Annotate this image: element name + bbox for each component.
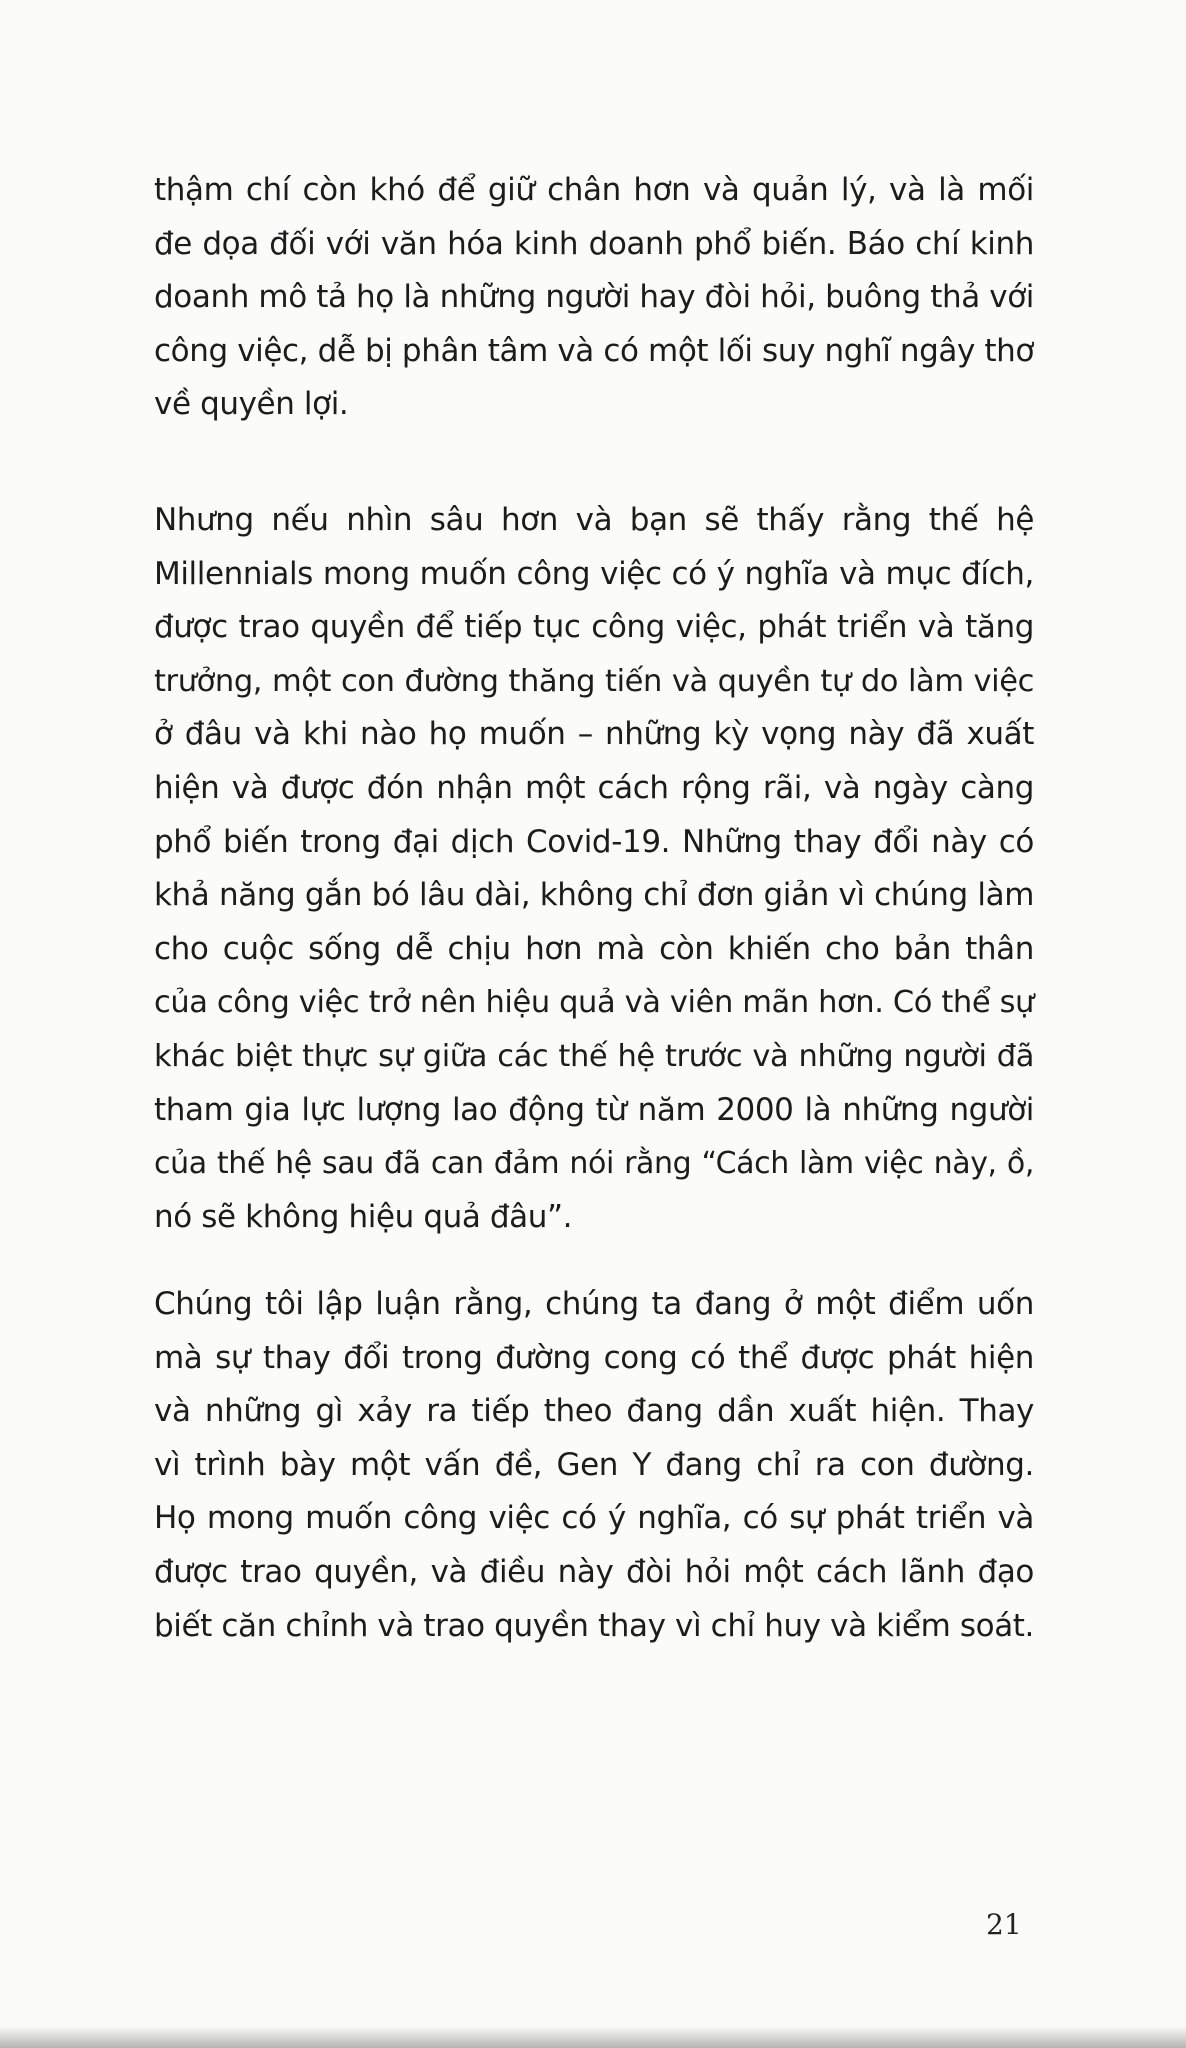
text-line: Họ mong muốn công việc có ý nghĩa, có sự phát triển và	[154, 1500, 1034, 1537]
text-line: thậm chí còn khó để giữ chân hơn và quản lý, và là mối	[154, 172, 1034, 208]
text-line: cho cuộc sống dễ chịu hơn mà còn khiến cho bản thân	[154, 930, 1034, 967]
text-line: và những gì xảy ra tiếp theo đang dần xuất hiện. Thay	[154, 1393, 1034, 1430]
page-number: 21	[986, 1908, 1022, 1941]
text-line: Millennials mong muốn công việc có ý nghĩa và mục đích,	[154, 555, 1034, 592]
text-line: trưởng, một con đường thăng tiến và quyền tự do làm việc	[154, 663, 1034, 699]
text-line: của thế hệ sau đã can đảm nói rằng “Cách làm việc này, ồ,	[154, 1146, 1034, 1182]
paragraph-3	[154, 1278, 1034, 1653]
text-line: được trao quyền, và điều này đòi hỏi một cách lãnh đạo	[154, 1553, 1034, 1590]
text-line: doanh mô tả họ là những người hay đòi hỏi, buông thả với	[154, 279, 1034, 316]
text-line: biết căn chỉnh và trao quyền thay vì chỉ huy và kiểm soát.	[154, 1607, 1034, 1644]
text-line: nó sẽ không hiệu quả đâu”.	[154, 1198, 573, 1235]
text-line: đe dọa đối với văn hóa kinh doanh phổ biến. Báo chí kinh	[154, 225, 1034, 262]
paragraph-1	[154, 164, 1034, 432]
text-line: hiện và được đón nhận một cách rộng rãi, và ngày càng	[154, 769, 1034, 806]
text-line: ở đâu và khi nào họ muốn – những kỳ vọng này đã xuất	[154, 716, 1034, 753]
text-line: được trao quyền để tiếp tục công việc, phát triển và tăng	[154, 609, 1034, 646]
text-line: khả năng gắn bó lâu dài, không chỉ đơn giản vì chúng làm	[154, 877, 1034, 914]
text-line: khác biệt thực sự giữa các thế hệ trước và những người đã	[154, 1038, 1034, 1074]
text-line: tham gia lực lượng lao động từ năm 2000 là những người	[154, 1091, 1034, 1128]
paragraph-2	[154, 494, 1034, 1244]
text-line: công việc, dễ bị phân tâm và có một lối suy nghĩ ngây thơ	[154, 332, 1034, 369]
text-line: Nhưng nếu nhìn sâu hơn và bạn sẽ thấy rằng thế hệ	[154, 502, 1034, 538]
text-line: về quyền lợi.	[154, 386, 349, 423]
text-line: Chúng tôi lập luận rằng, chúng ta đang ở một điểm uốn	[154, 1286, 1034, 1322]
text-line: phổ biến trong đại dịch Covid-19. Những thay đổi này có	[154, 823, 1034, 860]
text-line: vì trình bày một vấn đề, Gen Y đang chỉ ra con đường.	[154, 1446, 1034, 1483]
text-line: mà sự thay đổi trong đường cong có thể được phát hiện	[154, 1339, 1034, 1376]
page-edge-shadow	[0, 2026, 1186, 2048]
text-line: của công việc trở nên hiệu quả và viên mãn hơn. Có thể sự	[154, 985, 1034, 1021]
